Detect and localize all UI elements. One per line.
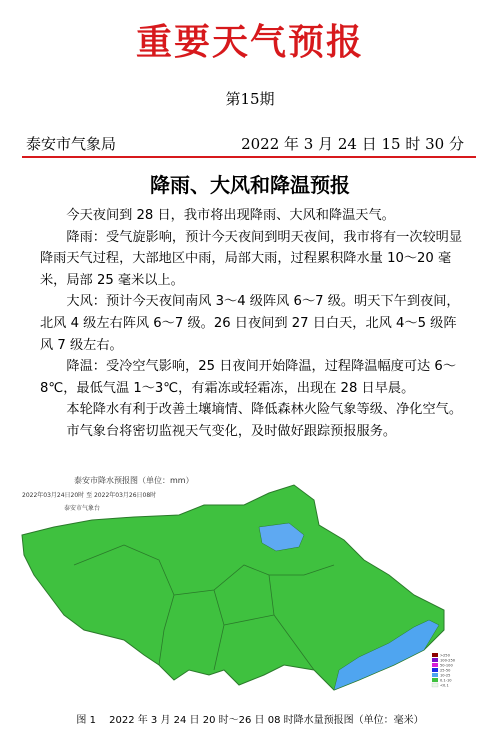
svg-text:50-100: 50-100 bbox=[440, 663, 453, 668]
svg-text:0.1-10: 0.1-10 bbox=[440, 678, 452, 683]
svg-text:>250: >250 bbox=[440, 653, 450, 658]
red-divider bbox=[22, 156, 476, 158]
paragraph-intro: 今天夜间到 28 日，我市将出现降雨、大风和降温天气。 bbox=[66, 208, 395, 223]
svg-text:25-50: 25-50 bbox=[440, 668, 451, 673]
svg-text:100-250: 100-250 bbox=[440, 658, 456, 663]
svg-text:10-25: 10-25 bbox=[440, 673, 451, 678]
report-body bbox=[40, 205, 468, 443]
precipitation-map bbox=[14, 465, 456, 705]
issued-time: 2022 年 3 月 24 日 15 时 30 分 bbox=[241, 135, 464, 153]
paragraph-rain: 降雨：受气旋影响，预计今天夜间到明天夜间，我市将有一次较明显降雨天气过程，大部地区中雨，局部大雨，过程累积降水量 10～20 毫米，局部 25 毫米以上。 bbox=[40, 229, 463, 288]
map-issuer: 泰安市气象台 bbox=[64, 505, 101, 512]
paragraph-cooling: 降温：受冷空气影响，25 日夜间开始降温，过程降温幅度可达 6～8℃，最低气温 1～3℃，有霜冻或轻霜冻，出现在 28 日早晨。 bbox=[40, 359, 457, 396]
paragraph-benefit: 本轮降水有利于改善土壤墒情、降低森林火险气象等级、净化空气。 bbox=[66, 402, 463, 418]
figure-caption: 图 1 2022 年 3 月 24 日 20 时～26 日 08 时降水量预报图（单位：毫米） bbox=[76, 715, 424, 726]
paragraph-monitoring: 市气象台将密切监视天气变化，及时做好跟踪预报服务。 bbox=[66, 423, 397, 439]
headline: 降雨、大风和降温预报 bbox=[150, 173, 350, 197]
report-meta bbox=[26, 133, 464, 154]
paragraph-wind: 大风：预计今天夜间南风 3～4 级阵风 6～7 级。明天下午到夜间，北风 4 级左右阵风 6～7 级。26 日夜间到 27 日白天，北风 4～5 级阵风 7 级左右。 bbox=[40, 294, 460, 353]
map-period: 2022年03月24日20时 至 2022年03月26日08时 bbox=[22, 492, 157, 499]
report-title: 重要天气预报 bbox=[135, 21, 364, 63]
map-title: 泰安市降水预报图（单位：mm） bbox=[74, 476, 194, 485]
svg-text:<0.1: <0.1 bbox=[440, 683, 449, 688]
issue-number: 第15期 bbox=[225, 90, 275, 108]
agency-name: 泰安市气象局 bbox=[26, 135, 117, 153]
